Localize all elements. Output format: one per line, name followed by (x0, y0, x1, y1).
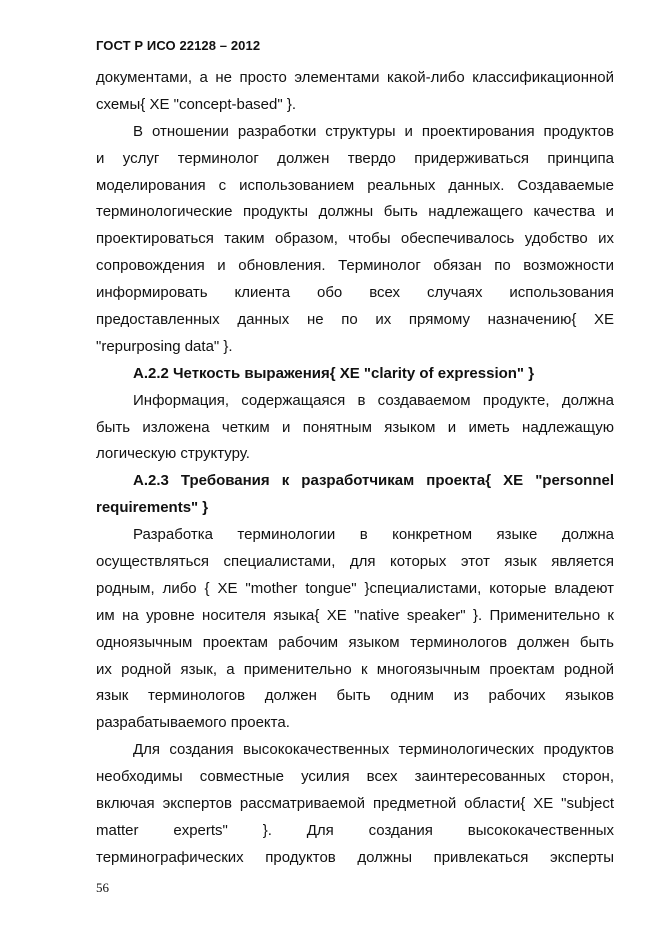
text-line: документами, а не просто элементами какой-либо классификационной (96, 69, 614, 86)
text-line: "repurposing data" }. (96, 337, 233, 355)
text-line: matter experts" }. Для создания высококачественных (96, 821, 614, 839)
text-line: проектироваться таким образом, чтобы обеспечивалось удобство их (96, 230, 614, 248)
section-heading-line: А.2.2 Четкость выражения{ XE "clarity of expression" } (133, 364, 535, 382)
text-line: терминологические продукты должны быть надлежащего качества и (96, 203, 614, 221)
text-line: необходимы совместные усилия всех заинтересованных сторон, (96, 768, 614, 786)
standard-header: ГОСТ Р ИСО 22128 – 2012 (96, 38, 261, 53)
body-text (96, 65, 614, 872)
text-line: предоставленных данных не по их прямому назначению{ XE (96, 311, 614, 329)
text-line: схемы{ XE "concept-based" }. (96, 95, 297, 113)
text-line: язык терминологов должен быть одним из рабочих языков (96, 687, 614, 705)
text-line: Информация, содержащаяся в создаваемом продукте, должна (133, 391, 614, 409)
page-number: 56 (96, 880, 109, 895)
text-line: терминографических продуктов должны привлекаться эксперты (96, 848, 614, 866)
text-line: логическую структуру. (96, 445, 250, 463)
text-line: родным, либо { XE "mother tongue" }специалистами, которые владеют (96, 579, 614, 597)
text-line: осуществляться специалистами, для которых этот язык является (96, 553, 614, 571)
text-line: разрабатываемого проекта. (96, 714, 290, 732)
section-heading-line: А.2.3 Требования к разработчикам проекта{ XE "personnel (133, 472, 614, 490)
text-line: одноязычным проектам рабочим языком терминологов должен быть (96, 633, 614, 651)
text-line: включая экспертов рассматриваемой предметной области{ XE "subject (96, 795, 614, 813)
text-line: моделирования с использованием реальных данных. Создаваемые (96, 176, 614, 194)
text-line: сопровождения и обновления. Терминолог обязан по возможности (96, 257, 614, 275)
text-line: им на уровне носителя языка{ XE "native speaker" }. Применительно к (96, 606, 614, 624)
text-line: информировать клиента обо всех случаях использования (96, 284, 614, 302)
text-line: Разработка терминологии в конкретном языке должна (133, 526, 614, 544)
text-line: Для создания высококачественных терминологических продуктов (133, 741, 614, 759)
text-line: В отношении разработки структуры и проектирования продуктов (133, 122, 614, 140)
text-line: их родной язык, а применительно к многоязычным проектам родной (96, 660, 614, 678)
text-line: и услуг терминолог должен твердо придерживаться принципа (96, 149, 614, 167)
section-heading-line: requirements" } (96, 499, 209, 517)
text-line: быть изложена четким и понятным языком и иметь надлежащую (96, 418, 614, 436)
